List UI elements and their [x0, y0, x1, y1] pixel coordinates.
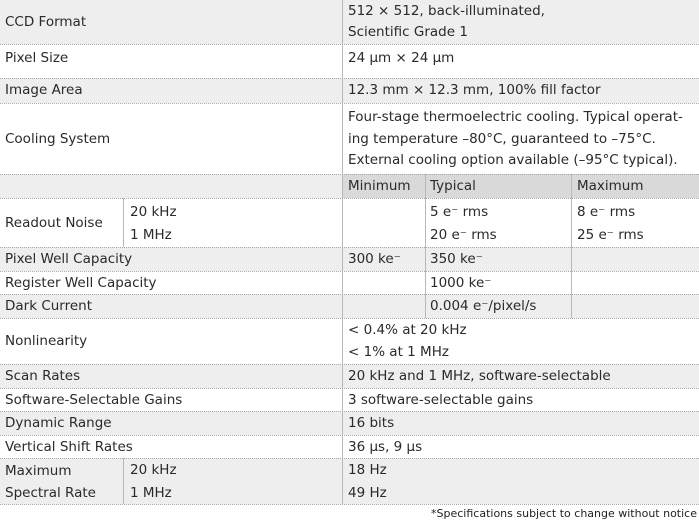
value-scan-rates: 20 kHz and 1 MHz, software-selectable — [348, 368, 611, 384]
label-software-gains: Software-Selectable Gains — [5, 392, 183, 408]
label-dynamic-range: Dynamic Range — [5, 415, 112, 431]
value-dynamic-range: 16 bits — [348, 415, 395, 431]
label-scan-rates: Scan Rates — [5, 368, 81, 384]
readout-max-1mhz: 25 e⁻ rms — [577, 227, 644, 243]
label-readout-noise: Readout Noise — [5, 215, 103, 231]
spectral-rate-20khz: 20 kHz — [130, 462, 177, 478]
value-nonlinearity-line2: < 1% at 1 MHz — [348, 344, 449, 360]
row-divider — [0, 504, 699, 505]
readout-max-20khz: 8 e⁻ rms — [577, 204, 636, 220]
value-software-gains: 3 software-selectable gains — [348, 392, 534, 408]
value-cooling-line3: External cooling option available (–95°C typical). — [348, 152, 678, 168]
value-ccd-format-line1: 512 × 512, back-illuminated, — [348, 3, 545, 19]
value-ccd-format-line2: Scientific Grade 1 — [348, 24, 468, 40]
readout-typical-20khz: 5 e⁻ rms — [430, 204, 489, 220]
spectral-value-20khz: 18 Hz — [348, 462, 387, 478]
spectral-rate-1mhz: 1 MHz — [130, 485, 172, 501]
label-cooling-system: Cooling System — [5, 131, 111, 147]
column-divider — [425, 174, 426, 318]
value-image-area: 12.3 mm × 12.3 mm, 100% fill factor — [348, 82, 601, 98]
register-well-typical: 1000 ke⁻ — [430, 275, 492, 291]
column-header-typical: Typical — [430, 178, 476, 194]
column-divider — [571, 174, 572, 318]
column-divider — [123, 198, 124, 247]
dark-current-typical: 0.004 e⁻/pixel/s — [430, 298, 537, 314]
readout-rate-20khz: 20 kHz — [130, 204, 177, 220]
value-cooling-line1: Four-stage thermoelectric cooling. Typical operat- — [348, 109, 683, 125]
label-image-area: Image Area — [5, 82, 83, 98]
row-band-dark-current — [0, 294, 699, 318]
label-ccd-format: CCD Format — [5, 14, 87, 30]
label-nonlinearity: Nonlinearity — [5, 333, 88, 349]
spectral-value-1mhz: 49 Hz — [348, 485, 387, 501]
label-max-spectral-line1: Maximum — [5, 463, 72, 479]
readout-typical-1mhz: 20 e⁻ rms — [430, 227, 497, 243]
column-divider — [342, 0, 343, 504]
pixel-well-minimum: 300 ke⁻ — [348, 251, 401, 267]
value-vertical-shift-rates: 36 µs, 9 µs — [348, 439, 423, 455]
column-header-maximum: Maximum — [577, 178, 644, 194]
row-divider — [0, 198, 699, 199]
value-cooling-line2: ing temperature –80°C, guaranteed to –75°C. — [348, 131, 656, 147]
column-header-minimum: Minimum — [348, 178, 411, 194]
label-pixel-size: Pixel Size — [5, 50, 69, 66]
label-max-spectral-line2: Spectral Rate — [5, 485, 96, 501]
label-vertical-shift-rates: Vertical Shift Rates — [5, 439, 133, 455]
label-dark-current: Dark Current — [5, 298, 93, 314]
readout-rate-1mhz: 1 MHz — [130, 227, 172, 243]
value-pixel-size: 24 µm × 24 µm — [348, 50, 455, 66]
column-divider — [123, 458, 124, 504]
value-nonlinearity-line1: < 0.4% at 20 kHz — [348, 322, 467, 338]
footnote: *Specifications subject to change without notice — [431, 507, 697, 520]
row-divider — [0, 44, 699, 45]
label-pixel-well-capacity: Pixel Well Capacity — [5, 251, 133, 267]
row-divider — [0, 294, 699, 295]
label-register-well-capacity: Register Well Capacity — [5, 275, 157, 291]
pixel-well-typical: 350 ke⁻ — [430, 251, 483, 267]
row-divider — [0, 103, 699, 104]
